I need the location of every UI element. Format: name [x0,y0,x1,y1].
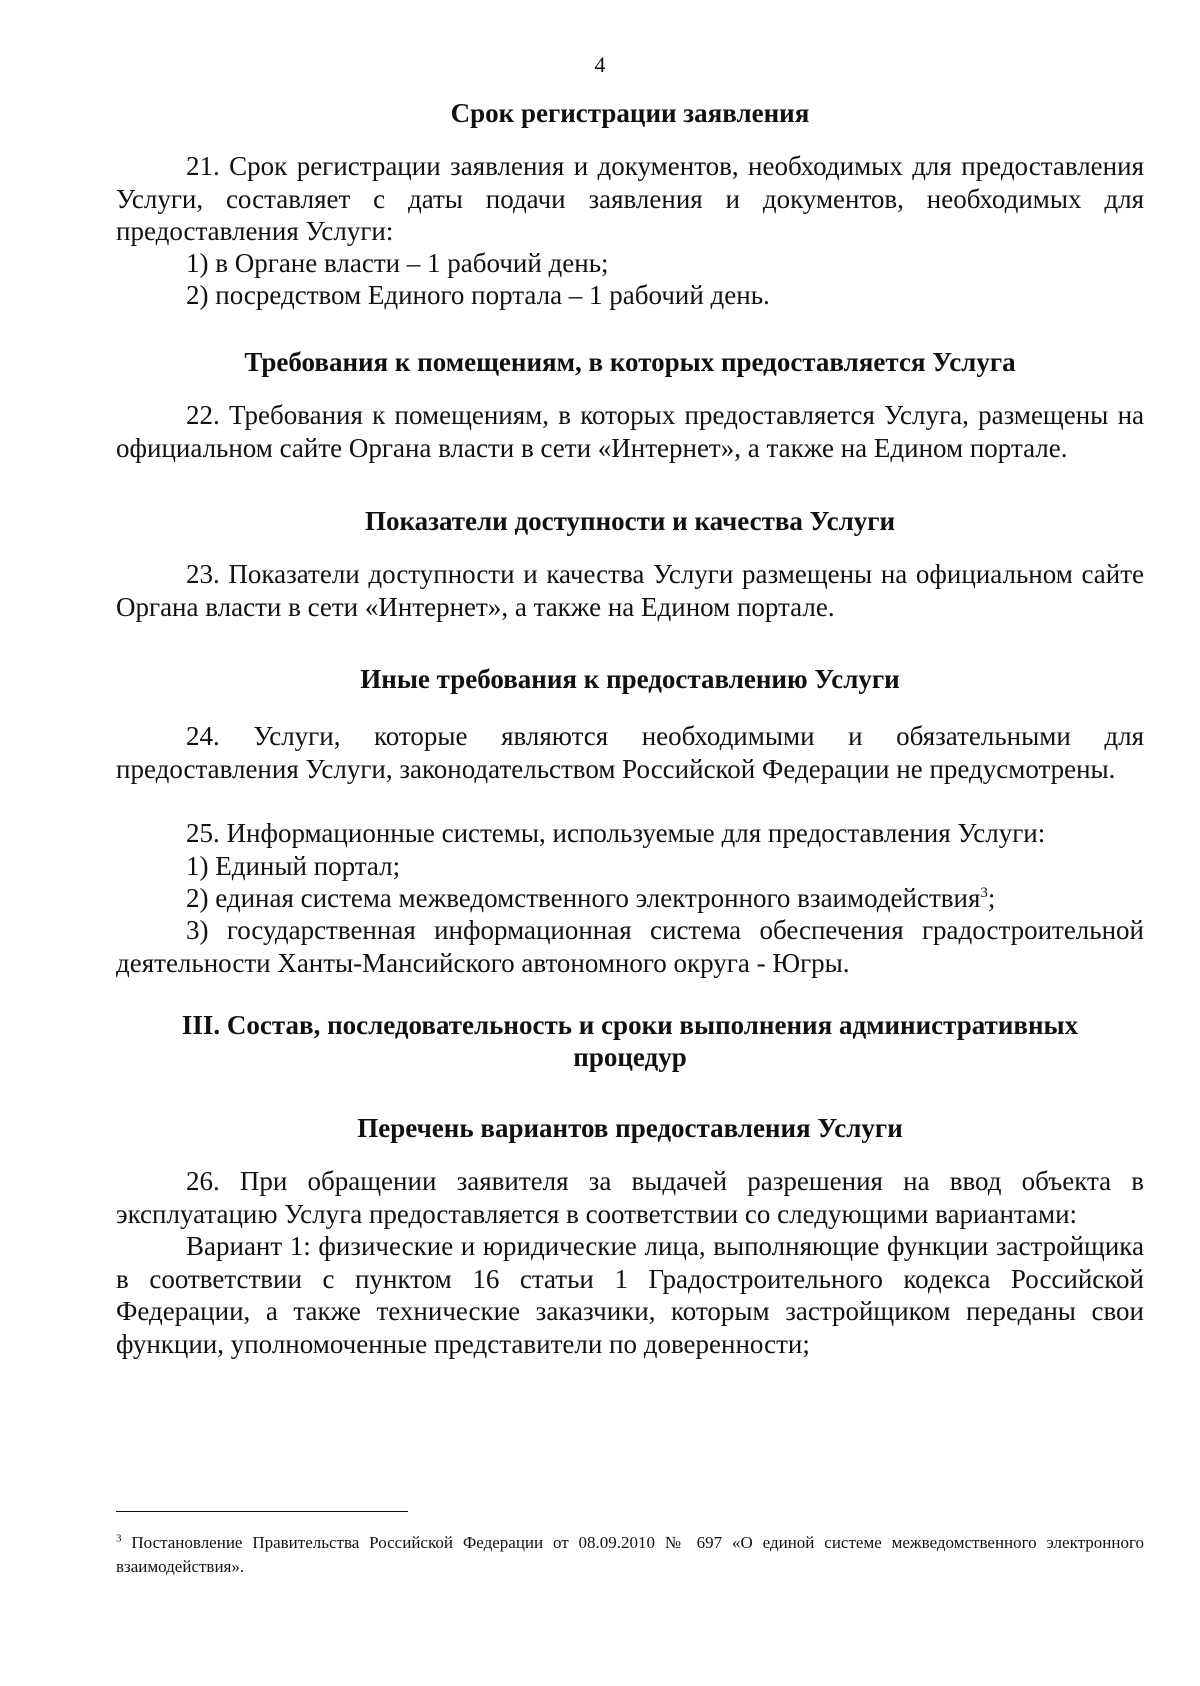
heading-other-requirements: Иные требования к предоставлению Услуги [360,664,900,694]
paragraph-25-item-2-end: ; [987,883,996,913]
paragraph-25-item-1: 1) Единый портал; [186,851,401,881]
paragraph-23: 23. Показатели доступности и качества Услуги размещены на официальном сайте Органа власти в сети «Интернет», а также на Едином портале. [116,559,1144,622]
heading-section-3-line-1: III. Состав, последовательность и сроки выполнения административных [181,1010,1079,1040]
paragraph-26-variant-1: Вариант 1: физические и юридические лица, выполняющие функции застройщика в соответствии с пунктом 16 статьи 1 Градостроительного кодекса Российской Федерации, а также технические заказчики, которым застройщиком переданы свои функции, уполномоченные представители по доверенности; [116,1231,1144,1359]
footnote-reference: 3 [980,885,988,901]
paragraph-21: 21. Срок регистрации заявления и документов, необходимых для предоставления Услуги, составляет с даты подачи заявления и документов, необходимых для предоставления Услуги: [116,151,1144,246]
heading-registration-term: Срок регистрации заявления [450,98,810,128]
heading-quality-indicators: Показатели доступности и качества Услуги [364,506,896,536]
page-number: 4 [594,52,606,77]
footnote-text: Постановление Правительства Российской Федерации от 08.09.2010 № 697 «О единой системе межведомственного электронного взаимодействия». [116,1533,1144,1576]
footnote [116,1531,1144,1579]
paragraph-22: 22. Требования к помещениям, в которых предоставляется Услуга, размещены на официальном сайте Органа власти в сети «Интернет», а также на Едином портале. [116,400,1144,463]
paragraph-21-item-1: 1) в Органе власти – 1 рабочий день; [186,248,609,278]
paragraph-25-item-3: 3) государственная информационная система обеспечения градостроительной деятельности Ханты-Мансийского автономного округа - Югры. [116,915,1144,978]
paragraph-25: 25. Информационные системы, используемые для предоставления Услуги: [186,818,1046,848]
footnote-mark: 3 [116,1532,122,1545]
footnote-separator [116,1511,408,1512]
paragraph-25-item-2 [186,882,995,915]
heading-section-3-line-2: процедур [573,1042,687,1072]
paragraph-24: 24. Услуги, которые являются необходимыми и обязательными для предоставления Услуги, законодательством Российской Федерации не предусмотрены. [116,721,1144,784]
heading-service-variants: Перечень вариантов предоставления Услуги [357,1113,903,1143]
heading-premises-requirements: Требования к помещениям, в которых предоставляется Услуга [244,347,1016,377]
paragraph-26: 26. При обращении заявителя за выдачей разрешения на ввод объекта в эксплуатацию Услуга предоставляется в соответствии со следующими вариантами: [116,1166,1144,1229]
paragraph-25-item-2-text: 2) единая система межведомственного электронного взаимодействия [186,883,981,913]
paragraph-21-item-2: 2) посредством Единого портала – 1 рабочий день. [186,280,770,310]
